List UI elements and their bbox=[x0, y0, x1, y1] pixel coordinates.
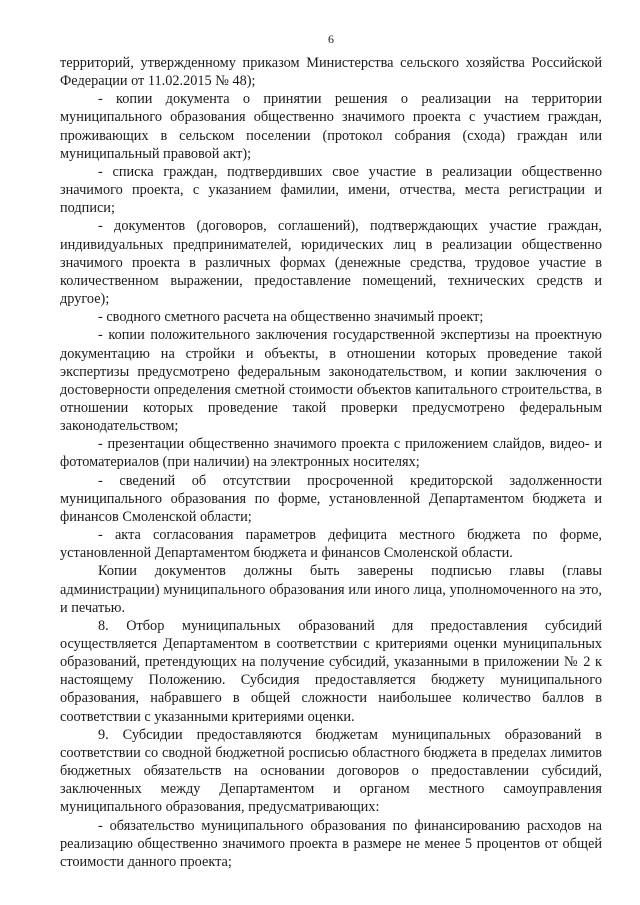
paragraph: - копии документа о принятии решения о реализации на территории муниципального образования общественно значимого проекта с участием граждан, проживающих в сельском поселении (протокол собрания (схода) граждан или муниципальный правовой акт); bbox=[60, 91, 602, 162]
paragraph: территорий, утвержденному приказом Министерства сельского хозяйства Российской Федерации от 11.02.2015 № 48); bbox=[60, 55, 602, 90]
paragraph: - обязательство муниципального образования по финансированию расходов на реализацию общественно значимого проекта в размере не менее 5 процентов от общей стоимости данного проекта; bbox=[60, 817, 602, 870]
paragraph: - сводного сметного расчета на общественно значимый проект; bbox=[98, 309, 484, 326]
paragraph: - презентации общественно значимого проекта с приложением слайдов, видео- и фотоматериалов (при наличии) на электронных носителях; bbox=[60, 436, 602, 471]
paragraph: - копии положительного заключения государственной экспертизы на проектную документацию на стройки и объекты, в отношении которых проведение такой экспертизы предусмотрено федеральным законодательством, и копии заключения о достоверности определения сметной стоимости объектов капитального строительства, в отношении которых проведение такой проверки предусмотрено федеральным законодательством; bbox=[60, 327, 602, 435]
paragraph: - сведений об отсутствии просроченной кредиторской задолженности муниципального образования по форме, установленной Департаментом бюджета и финансов Смоленской области; bbox=[60, 472, 602, 525]
body-text bbox=[60, 54, 602, 871]
paragraph: - акта согласования параметров дефицита местного бюджета по форме, установленной Департаментом бюджета и финансов Смоленской области. bbox=[60, 527, 602, 562]
page-number: 6 bbox=[328, 32, 334, 46]
paragraph: 9. Субсидии предоставляются бюджетам муниципальных образований в соответствии со сводной бюджетной росписью областного бюджета в пределах лимитов бюджетных обязательств на основании договоров о предоставлении субсидий, заключенных между Департаментом и органом местного самоуправления муниципального образования, предусматривающих: bbox=[60, 726, 602, 816]
paragraph: - списка граждан, подтвердивших свое участие в реализации общественно значимого проекта, с указанием фамилии, имени, отчества, места регистрации и подписи; bbox=[60, 163, 602, 217]
paragraph: 8. Отбор муниципальных образований для предоставления субсидий осуществляется Департаментом в соответствии с критериями оценки муниципальных образований, претендующих на получение субсидий, указанными в приложении № 2 к настоящему Положению. Субсидия предоставляется бюджету муниципального образования, набравшего в общей сложности наибольшее количество баллов в соответствии с указанными критериями оценки. bbox=[60, 617, 602, 725]
paragraph: - документов (договоров, соглашений), подтверждающих участие граждан, индивидуальных предпринимателей, юридических лиц в реализации общественно значимого проекта в различных формах (денежные средства, трудовое участие в количественном выражении, предоставление помещений, технических средств и другое); bbox=[60, 218, 602, 308]
paragraph: Копии документов должны быть заверены подписью главы (главы администрации) муниципального образования или иного лица, уполномоченного на это, и печатью. bbox=[60, 563, 602, 616]
